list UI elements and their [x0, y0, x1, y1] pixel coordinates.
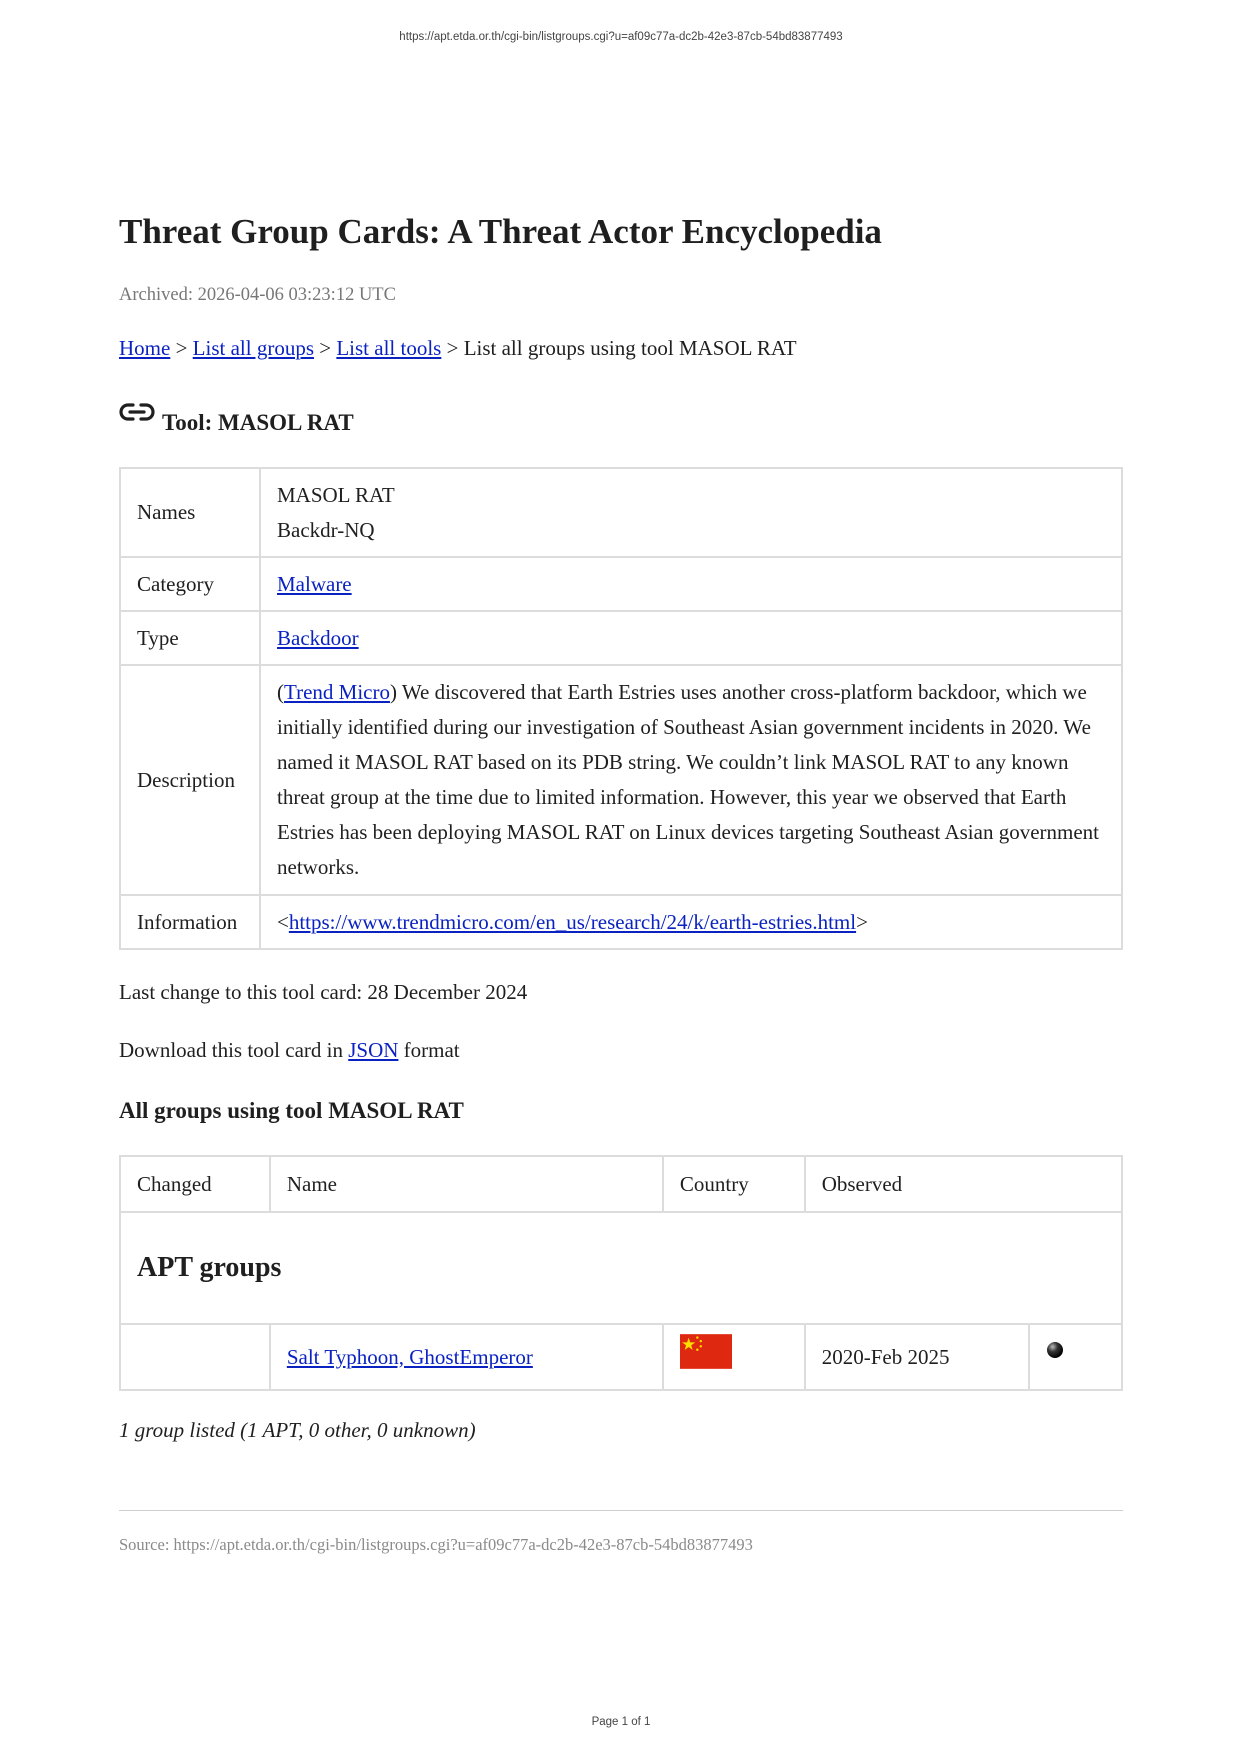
name-item: MASOL RAT [277, 482, 395, 507]
status-cell [1029, 1324, 1122, 1390]
table-row [120, 665, 1122, 895]
changed-cell [120, 1324, 270, 1390]
breadcrumb-home-link[interactable]: Home [119, 336, 171, 360]
groups-summary: 1 group listed (1 APT, 0 other, 0 unknown) [119, 1418, 476, 1442]
table-row [120, 1324, 1122, 1390]
apt-groups-section [120, 1212, 1122, 1324]
breadcrumb-current: List all groups using tool MASOL RAT [463, 336, 797, 360]
tool-info-table [119, 467, 1123, 950]
table-header-row [120, 1156, 1122, 1212]
black-dot-icon [1046, 1341, 1064, 1359]
tool-heading-text: Tool: MASOL RAT [162, 410, 354, 435]
description-source-link[interactable]: Trend Micro [284, 680, 390, 704]
category-value [260, 557, 1122, 611]
breadcrumb-groups-link[interactable]: List all groups [192, 336, 314, 360]
groups-heading: All groups using tool MASOL RAT [119, 1098, 464, 1123]
table-row [120, 468, 1122, 557]
table-row [120, 557, 1122, 611]
breadcrumb [119, 336, 797, 361]
breadcrumb-tools-link[interactable]: List all tools [336, 336, 442, 360]
groups-table [119, 1155, 1123, 1391]
breadcrumb-separator: > [446, 336, 459, 360]
description-text: We discovered that Earth Estries uses another cross-platform backdoor, which we initially identified during our investigation of Southeast Asian government incidents in 2020. We named it MASOL RAT based on its PDB string. We couldn’t link MASOL RAT to any known threat group at the time due to limited information. However, this year we observed that Earth Estries has been deploying MASOL RAT on Linux devices targeting Southeast Asian government networks. [277, 680, 1099, 879]
china-flag-icon [680, 1334, 732, 1369]
type-link[interactable]: Backdoor [277, 625, 359, 650]
print-header-url: https://apt.etda.or.th/cgi-bin/listgroups.cgi?u=af09c77a-dc2b-42e3-87cb-54bd83877493 [399, 31, 843, 43]
table-row [120, 895, 1122, 949]
page-number: Page 1 of 1 [591, 1716, 651, 1728]
names-label: Names [120, 468, 260, 557]
source-url: Source: https://apt.etda.or.th/cgi-bin/listgroups.cgi?u=af09c77a-dc2b-42e3-87cb-54bd83877493 [119, 1535, 753, 1554]
group-link[interactable]: Salt Typhoon, GhostEmperor [286, 1344, 533, 1369]
names-value [260, 468, 1122, 557]
column-header-name: Name [270, 1156, 663, 1212]
archived-timestamp: Archived: 2026-04-06 03:23:12 UTC [119, 285, 396, 305]
observed-cell: 2020-Feb 2025 [805, 1324, 1029, 1390]
divider [119, 1510, 1123, 1511]
type-value [260, 611, 1122, 665]
information-value: <https://www.trendmicro.com/en_us/research/24/k/earth-estries.html> [260, 895, 1122, 949]
table-row [120, 611, 1122, 665]
description-value: (Trend Micro) We discovered that Earth Estries uses another cross-platform backdoor, which we initially identified during our investigation of Southeast Asian government incidents in 2020. We named it MASOL RAT based on its PDB string. We couldn’t link MASOL RAT to any known threat group at the time due to limited information. However, this year we observed that Earth Estries has been deploying MASOL RAT on Linux devices targeting Southeast Asian government networks. [260, 665, 1122, 895]
apt-groups-title: APT groups [137, 1252, 282, 1283]
country-cell [663, 1324, 805, 1390]
download-suffix: format [403, 1038, 460, 1062]
link-icon [119, 400, 155, 424]
type-label: Type [120, 611, 260, 665]
name-item: Backdr-NQ [277, 517, 375, 542]
breadcrumb-separator: > [319, 336, 332, 360]
category-link[interactable]: Malware [277, 571, 352, 596]
breadcrumb-separator: > [175, 336, 188, 360]
column-header-country: Country [663, 1156, 805, 1212]
download-line [119, 1038, 460, 1063]
section-row [120, 1212, 1122, 1324]
group-name-cell [270, 1324, 663, 1390]
category-label: Category [120, 557, 260, 611]
json-download-link[interactable]: JSON [348, 1038, 399, 1062]
page-title: Threat Group Cards: A Threat Actor Encyclopedia [119, 212, 882, 251]
column-header-observed: Observed [805, 1156, 1122, 1212]
column-header-changed: Changed [120, 1156, 270, 1212]
last-change-text: Last change to this tool card: 28 December 2024 [119, 980, 528, 1004]
information-label: Information [120, 895, 260, 949]
information-link[interactable]: https://www.trendmicro.com/en_us/research/24/k/earth-estries.html [288, 909, 857, 934]
download-prefix: Download this tool card in [119, 1038, 343, 1062]
description-label: Description [120, 665, 260, 895]
